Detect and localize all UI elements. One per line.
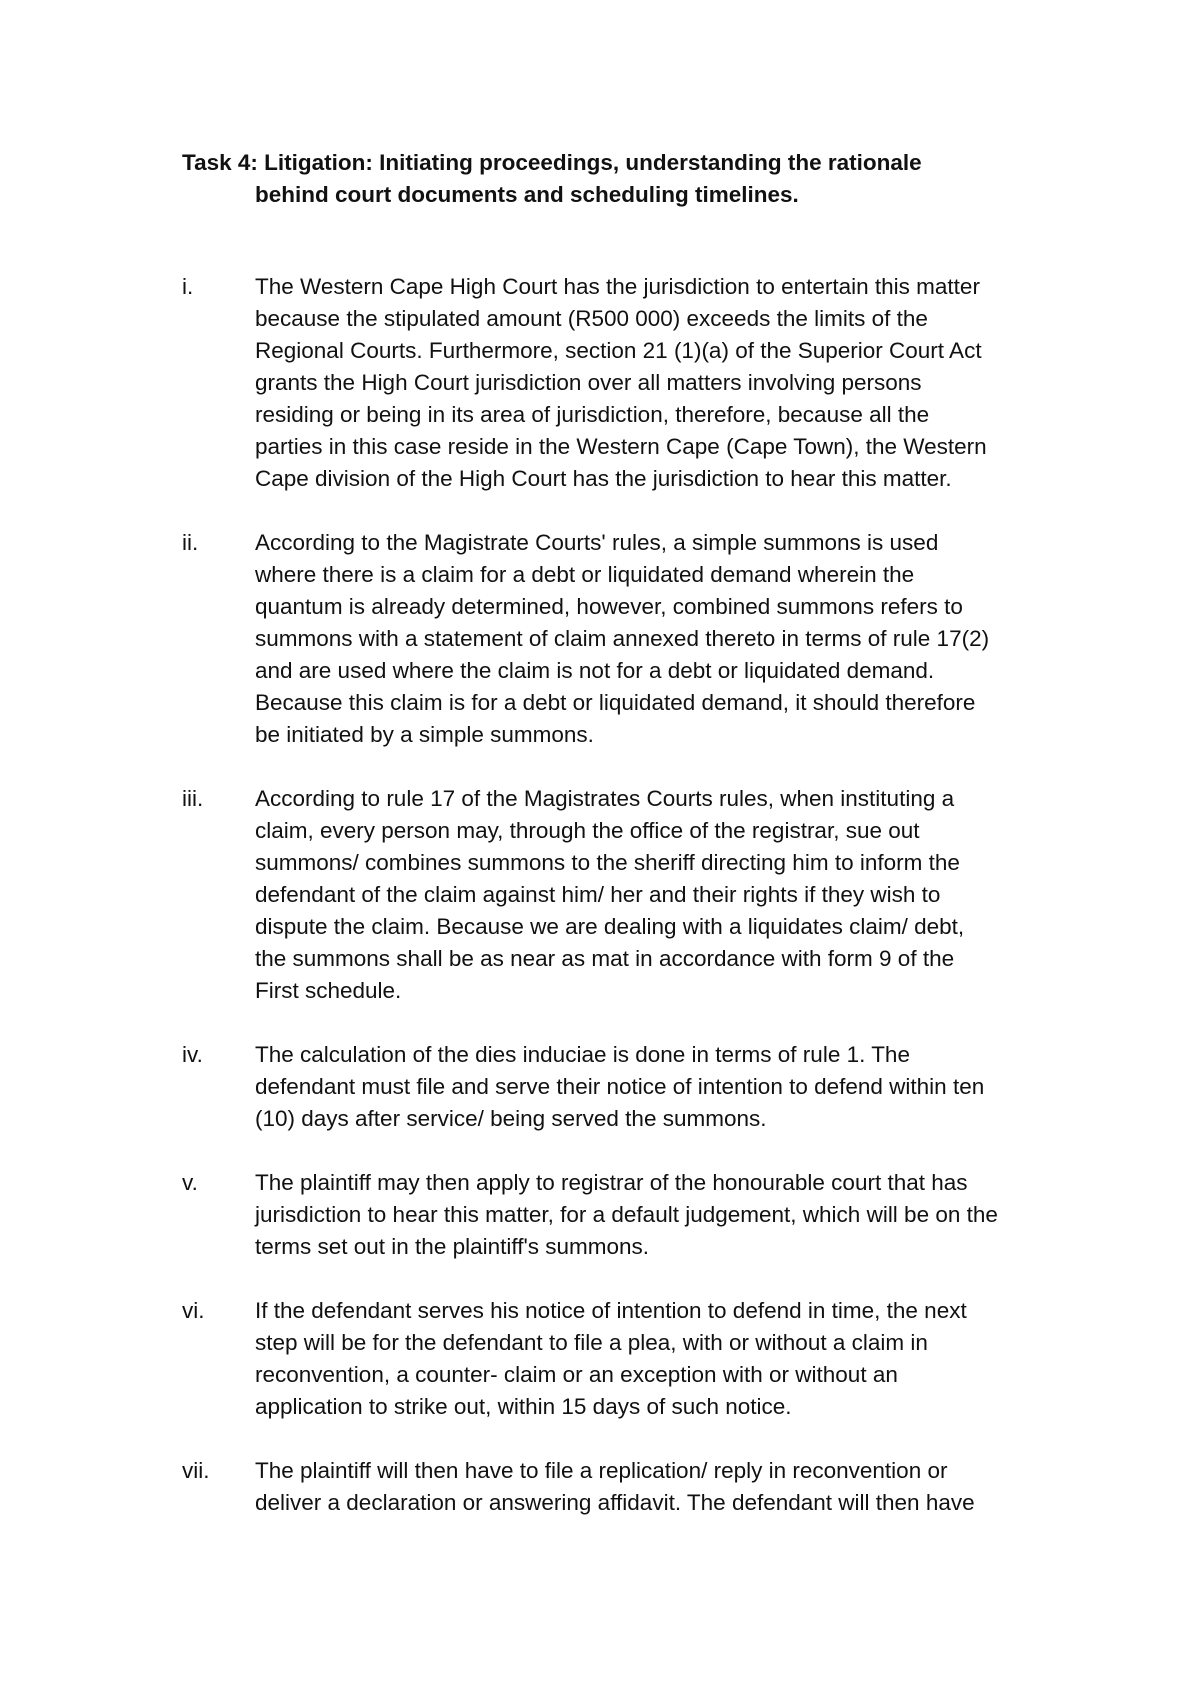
text-line: According to rule 17 of the Magistrates Courts rules, when instituting a <box>255 786 955 811</box>
list-item <box>182 527 1062 751</box>
text-line: grants the High Court jurisdiction over all matters involving persons <box>255 370 922 395</box>
text-line: defendant of the claim against him/ her and their rights if they wish to <box>255 882 941 907</box>
text-line: claim, every person may, through the office of the registrar, sue out <box>255 818 920 843</box>
list-item-number: vi. <box>182 1298 205 1323</box>
text-line: (10) days after service/ being served the summons. <box>255 1106 767 1131</box>
text-line: application to strike out, within 15 days of such notice. <box>255 1394 792 1419</box>
list-item-text <box>255 271 1065 495</box>
text-line: First schedule. <box>255 978 402 1003</box>
text-line: reconvention, a counter- claim or an exception with or without an <box>255 1362 898 1387</box>
text-line: The calculation of the dies induciae is done in terms of rule 1. The <box>255 1042 910 1067</box>
text-line: Regional Courts. Furthermore, section 21 (1)(a) of the Superior Court Act <box>255 338 982 363</box>
list-item-number: ii. <box>182 530 199 555</box>
list-item <box>182 1167 1062 1263</box>
list-item-number: iv. <box>182 1042 203 1067</box>
list-item-text <box>255 783 1065 1007</box>
text-line: Cape division of the High Court has the jurisdiction to hear this matter. <box>255 466 952 491</box>
text-line: dispute the claim. Because we are dealing with a liquidates claim/ debt, <box>255 914 965 939</box>
list-item <box>182 1039 1062 1135</box>
task-heading-line-2: behind court documents and scheduling timelines. <box>255 182 799 207</box>
text-line: jurisdiction to hear this matter, for a default judgement, which will be on the <box>255 1202 998 1227</box>
text-line: The plaintiff will then have to file a replication/ reply in reconvention or <box>255 1458 948 1483</box>
text-line: terms set out in the plaintiff's summons. <box>255 1234 650 1259</box>
text-line: be initiated by a simple summons. <box>255 722 594 747</box>
text-line: According to the Magistrate Courts' rules, a simple summons is used <box>255 530 939 555</box>
text-line: If the defendant serves his notice of intention to defend in time, the next <box>255 1298 967 1323</box>
text-line: The plaintiff may then apply to registrar of the honourable court that has <box>255 1170 968 1195</box>
text-line: Because this claim is for a debt or liquidated demand, it should therefore <box>255 690 976 715</box>
text-line: quantum is already determined, however, combined summons refers to <box>255 594 963 619</box>
text-line: and are used where the claim is not for a debt or liquidated demand. <box>255 658 935 683</box>
text-line: summons with a statement of claim annexed thereto in terms of rule 17(2) <box>255 626 990 651</box>
list-item-text <box>255 527 1065 751</box>
text-line: where there is a claim for a debt or liquidated demand wherein the <box>255 562 915 587</box>
list-item-text <box>255 1295 1065 1423</box>
numbered-list <box>182 271 1062 1551</box>
list-item <box>182 1295 1062 1423</box>
list-item-number: i. <box>182 274 194 299</box>
text-line: defendant must file and serve their notice of intention to defend within ten <box>255 1074 985 1099</box>
list-item-number: vii. <box>182 1458 210 1483</box>
text-line: parties in this case reside in the Western Cape (Cape Town), the Western <box>255 434 987 459</box>
text-line: deliver a declaration or answering affidavit. The defendant will then have <box>255 1490 975 1515</box>
text-line: summons/ combines summons to the sheriff directing him to inform the <box>255 850 960 875</box>
list-item-text <box>255 1039 1065 1135</box>
list-item-number: v. <box>182 1170 198 1195</box>
list-item <box>182 783 1062 1007</box>
list-item-text <box>255 1167 1065 1263</box>
list-item-text <box>255 1455 1065 1519</box>
list-item-number: iii. <box>182 786 204 811</box>
text-line: The Western Cape High Court has the jurisdiction to entertain this matter <box>255 274 980 299</box>
list-item <box>182 1455 1062 1519</box>
text-line: because the stipulated amount (R500 000) exceeds the limits of the <box>255 306 928 331</box>
list-item <box>182 271 1062 495</box>
text-line: residing or being in its area of jurisdiction, therefore, because all the <box>255 402 930 427</box>
task-heading-line-1: Task 4: Litigation: Initiating proceedings, understanding the rationale <box>182 150 922 175</box>
task-heading <box>182 147 1062 211</box>
text-line: step will be for the defendant to file a plea, with or without a claim in <box>255 1330 928 1355</box>
text-line: the summons shall be as near as mat in accordance with form 9 of the <box>255 946 955 971</box>
